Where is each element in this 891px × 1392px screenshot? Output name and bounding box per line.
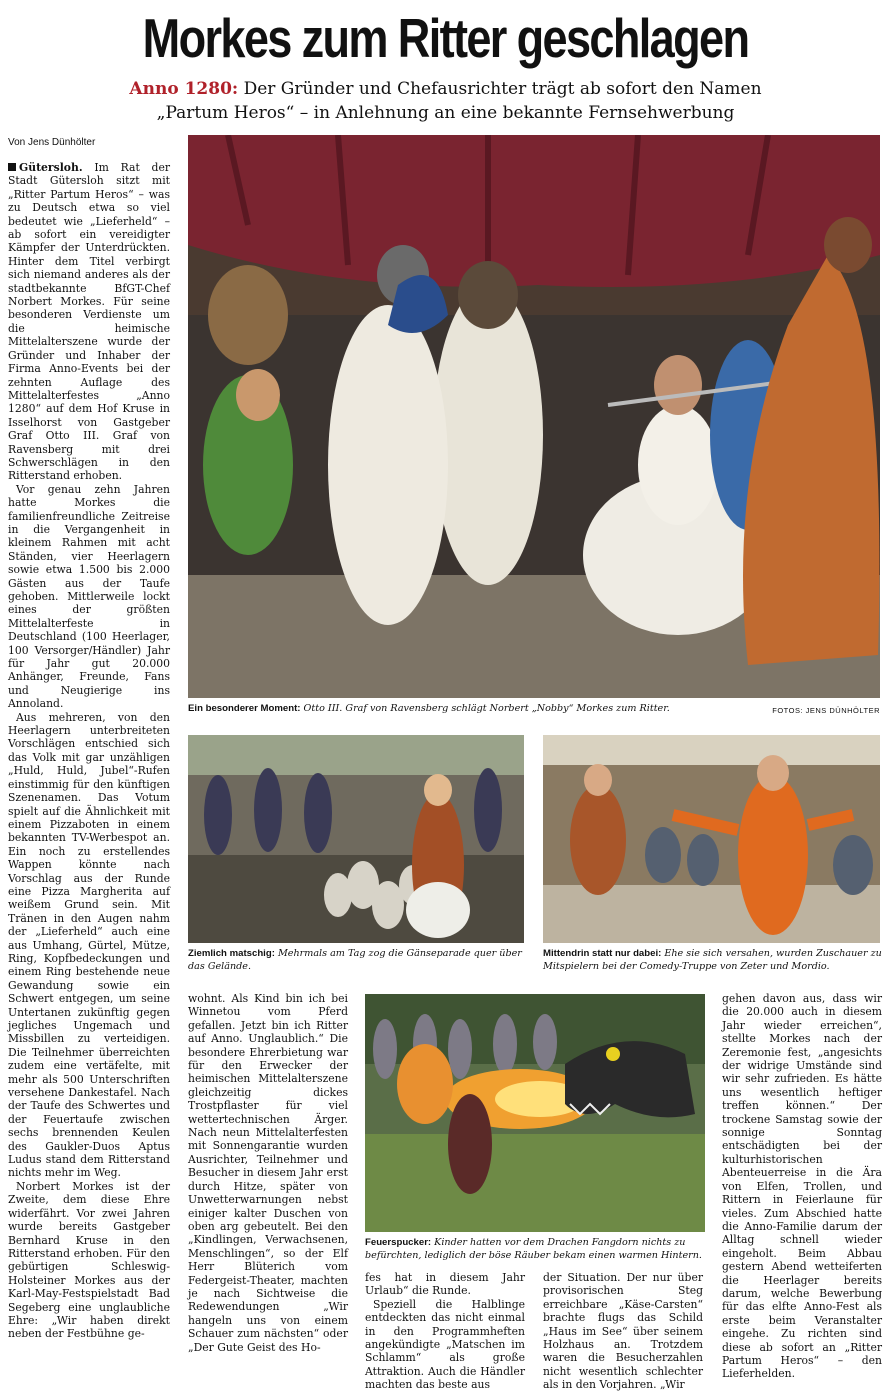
caption-text: Ehe sie sich versahen, wurden Zuschauer zu Mitspielern bei der Comedy-Truppe von Zeter und Mordio.: [543, 948, 882, 972]
byline: Von Jens Dünhölter: [8, 137, 96, 148]
caption-text: Otto III. Graf von Ravensberg schlägt Norbert „Nobby“ Morkes zum Ritter.: [300, 703, 670, 714]
photo-goose-parade: [188, 735, 524, 943]
caption-fire-dragon: [365, 1237, 705, 1262]
subheadline-kicker: Anno 1280:: [129, 79, 239, 99]
caption-label: Mittendrin statt nur dabei:: [543, 948, 662, 959]
article-column-1: [8, 161, 170, 1341]
paragraph: Vor genau zehn Jahren hatte Morkes die familienfreundliche Zeitreise in die Vergangenheit in kleinem Rahmen mit acht Ständen, vier Heerlagern sowie etwa 1.500 bis 2.000 Gästen aus der Taufe gehoben. Mittlerweile lockt eines der größten Mittelalterfeste in Deutschland (100 Heerlager, 100 Versorger/Händler) Jahr für Jahr gut 20.000 Anhänger, Freunde, Fans und Neugierige ins Annoland.: [8, 482, 170, 711]
subheadline-line1: [0, 77, 891, 101]
paragraph: fes hat in diesem Jahr Urlaub“ die Runde.: [365, 1271, 525, 1298]
dateline-place: Gütersloh.: [19, 161, 83, 174]
square-bullet-icon: [8, 163, 16, 171]
caption-main-photo: [188, 703, 748, 716]
caption-text: Mehrmals am Tag zog die Gänseparade quer über das Gelände.: [188, 948, 522, 972]
paragraph: wohnt. Als Kind bin ich bei Winnetou vom Pferd gefallen. Jetzt bin ich Ritter auf Anno. Unglaublich.“ Die besondere Ehrerbietung war für den Erwecker der heimischen Mittelalterszene gleichzeitig dickes Trostpflaster für viel wettertechnischen Ärger. Nach neun Mittelalterfesten mit Sonnengarantie wurden Ausrichter, Teilnehmer und Besucher in diesem Jahr erst durch Hitze, später von Unwetterwarnungen nebst einiger kalter Duschen von oben arg gebeutelt. Bei den „Kindlingen, Verwachsenen, Menschlingen“, so der Elf Herr Blüterich vom Federgeist-Theater, machten je nach Sichtweise die Redewendungen „Wir hangeln uns von einem Schauer zum nächsten“ oder „Der Gute Geist des Ho-: [188, 992, 348, 1354]
paragraph: [8, 161, 170, 483]
photo-credit: FOTOS: JENS DÜNHÖLTER: [772, 706, 880, 715]
paragraph: der Situation. Der nur über provisorischen Steg erreichbare „Käse-Carsten“ brachte flugs das Schild „Haus im See“ über seinem Holzhaus an. Trotzdem waren die Besucherzahlen nicht wesentlich schlechter als in den Vorjahren. „Wir: [543, 1271, 703, 1392]
photo-comedy-troupe: [543, 735, 880, 943]
paragraph: gehen davon aus, dass wir die 20.000 auch in diesem Jahr wieder erreichen“, stellte Morkes nach der Zeremonie fest, „angesichts der widrige Umstände sind wir sehr zufrieden. Es hätte uns wesentlich heftiger treffen können.“ Der trockene Samstag sowie der sonnige Sonntag entschädigten bei der kulturhistorischen Abenteuerreise in die Ära von Elfen, Trollen, und Rittern in Feierlaune für vieles. Zum Abschied hatte die Anno-Familie darum der Alltag schnell wieder eingeholt. Beim Abbau gestern Abend wetteiferten die Heerlager bereits darum, welche Bewerbung für das elfte Anno-Fest als erste beim Veranstalter eingehe. Zu richten sind diese ab sofort an „Ritter Partum Heros“ – den Lieferhelden.: [722, 992, 882, 1381]
caption-goose-parade: [188, 948, 526, 973]
caption-label: Feuerspucker:: [365, 1237, 432, 1248]
caption-label: Ziemlich matschig:: [188, 948, 275, 959]
caption-comedy-troupe: [543, 948, 883, 973]
article-column-3: [365, 1271, 525, 1392]
subheadline-line2: „Partum Heros“ – in Anlehnung an eine bekannte Fernsehwerbung: [156, 103, 735, 123]
caption-text: Kinder hatten vor dem Drachen Fangdorn nichts zu befürchten, lediglich der böse Räuber bekam einen warmen Hintern.: [365, 1237, 702, 1261]
headline: Morkes zum Ritter geschlagen: [142, 7, 749, 69]
subheadline-text: Der Gründer und Chefausrichter trägt ab sofort den Namen: [238, 79, 762, 99]
caption-label: Ein besonderer Moment:: [188, 703, 301, 714]
paragraph: Norbert Morkes ist der Zweite, dem diese Ehre widerfährt. Vor zwei Jahren wurde bereits Gastgeber Bernhard Kruse in den Ritterstand erhoben. Für den gebürtigen Schleswig-Holsteiner Morkes aus der Karl-May-Festspielstadt Bad Segeberg eine unglaubliche Ehre: „Wir haben direkt neben der Festbühne ge-: [8, 1179, 170, 1341]
article-column-4: [543, 1271, 703, 1392]
paragraph-text: Im Rat der Stadt Gütersloh sitzt mit „Ritter Partum Heros“ – was zu Deutsch etwa so viel bedeutet wie „Lieferheld“ – ab sofort ein vereidigter Kämpfer der Unterdrückten. Hinter dem Titel verbirgt sich niemand anderes als der stadtbekannte BfGT-Chef Norbert Morkes. Für seine besonderen Verdienste um die heimische Mittelalterszene wurde der Gründer und Inhaber der Firma Anno-Events bei der zehnten Auflage des Mittelalterfestes „Anno 1280“ auf dem Hof Kruse in Isselhorst von Gastgeber Graf Otto III. Graf von Ravensberg mit drei Schwerschlägen in den Ritterstand erhoben.: [8, 161, 171, 483]
article-column-2: [188, 992, 348, 1354]
main-photo-knighting: [188, 135, 880, 698]
paragraph: Aus mehreren, von den Heerlagern unterbreiteten Vorschlägen entschied sich das Volk mit gar unzähligen „Huld, Huld, Jubel“-Rufen einstimmig für den künftigen Szenenamen. Das Votum spielt auf die Ähnlichkeit mit einem Pizzaboten in einem bekannten TV-Werbespot an. Ein noch zu erstellendes Wappen könnte nach Vorschlag aus der Runde eine Pizza Margherita auf weißem Grund sein. Mit Tränen in den Augen nahm der „Lieferheld“ auch eine aus Umhang, Gürtel, Mütze, Ring, Kopfbedeckungen und einem Ring bestehende neue Gewandung sowie ein Schwert entgegen, um seine Untertanen zukünftig gegen jegliches Ungemach und Missbillen zu verteidigen. Die Teilnehmer überreichten zudem eine vertäfelte, mit mehr als 500 Unterschriften versehene Dankestafel. Nach der Taufe des Schwertes und der Feuertaufe zwischen sechs brennenden Keulen des Gaukler-Duos Aptus Ludus stand dem Ritterstand nichts mehr im Weg.: [8, 710, 170, 1180]
paragraph: Speziell die Halblinge entdeckten das nicht einmal in den Programmheften angekündigte „Matschen im Schlamm“ als große Attraktion. Auch die Händler machten das beste aus: [365, 1297, 525, 1392]
photo-fire-dragon: [365, 994, 705, 1232]
article-column-5: [722, 992, 882, 1381]
